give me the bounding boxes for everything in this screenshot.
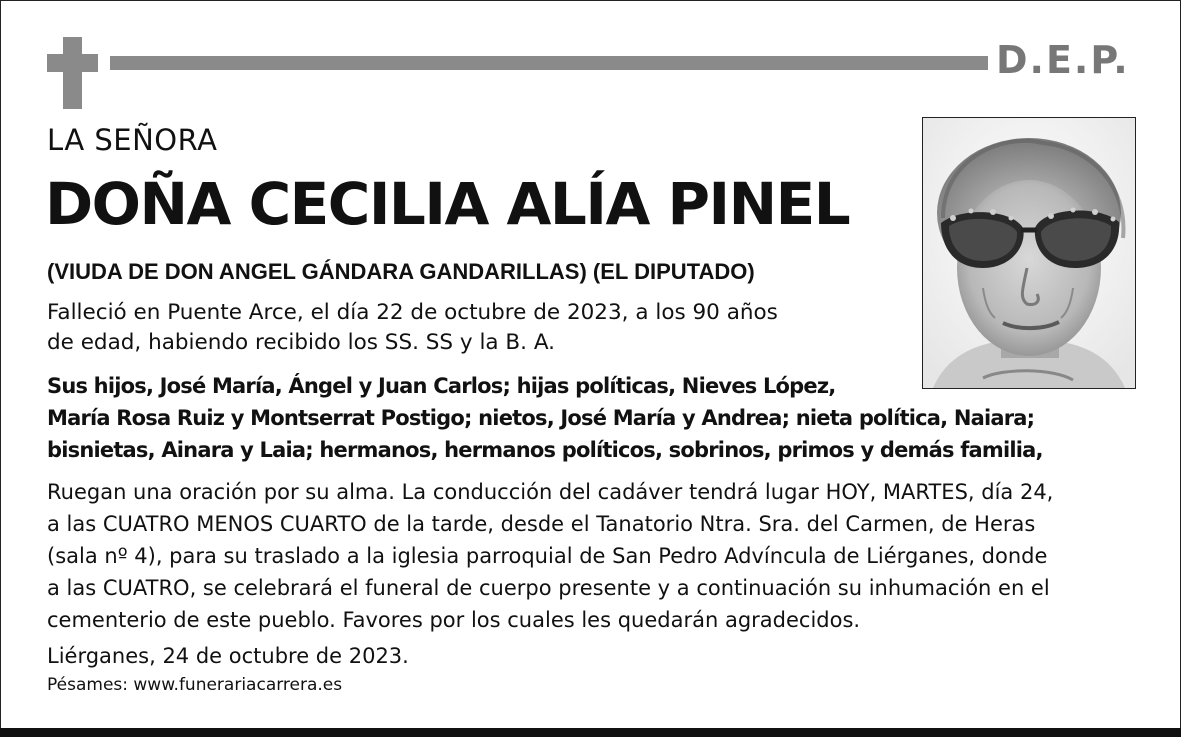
condolences-website: Pésames: www.funerariacarrera.es: [47, 675, 343, 695]
family-list: [47, 370, 1043, 466]
widow-subtitle: (VIUDA DE DON ANGEL GÁNDARA GANDARILLAS) (EL DIPUTADO): [47, 259, 755, 284]
funeral-line: (sala nº 4), para su traslado a la iglesia parroquial de San Pedro Advíncula de Liérganes, donde: [47, 544, 1048, 568]
deceased-name: DOÑA CECILIA ALÍA PINEL: [45, 170, 850, 238]
place-date: Liérganes, 24 de octubre de 2023.: [47, 644, 409, 668]
portrait-image: [923, 118, 1135, 388]
bottom-rule: [0, 728, 1181, 737]
family-line: bisnietas, Ainara y Laia; hermanos, hermanos políticos, sobrinos, primos y demás familia,: [47, 438, 1043, 462]
funeral-details: [47, 476, 1053, 636]
death-notice: [47, 298, 847, 358]
death-line: de edad, habiendo recibido los SS. SS y la B. A.: [47, 330, 556, 355]
header-rule: [110, 56, 988, 70]
title-label: LA SEÑORA: [47, 123, 218, 157]
funeral-line: cementerio de este pueblo. Favores por los cuales les quedarán agradecidos.: [47, 608, 861, 632]
dep-label: D.E.P.: [996, 38, 1130, 82]
portrait-photo: [922, 117, 1136, 389]
funeral-line: a las CUATRO, se celebrará el funeral de cuerpo presente y a continuación su inhumación en el: [47, 576, 1050, 600]
death-line: Falleció en Puente Arce, el día 22 de octubre de 2023, a los 90 años: [47, 300, 778, 325]
funeral-line: Ruegan una oración por su alma. La conducción del cadáver tendrá lugar HOY, MARTES, día 24,: [47, 480, 1054, 504]
funeral-line: a las CUATRO MENOS CUARTO de la tarde, desde el Tanatorio Ntra. Sra. del Carmen, de Heras: [47, 512, 1036, 536]
cross-icon: [47, 37, 98, 109]
family-line: María Rosa Ruiz y Montserrat Postigo; nietos, José María y Andrea; nieta política, Naiara;: [47, 406, 1035, 430]
family-line: Sus hijos, José María, Ángel y Juan Carlos; hijas políticas, Nieves López,: [47, 374, 836, 398]
